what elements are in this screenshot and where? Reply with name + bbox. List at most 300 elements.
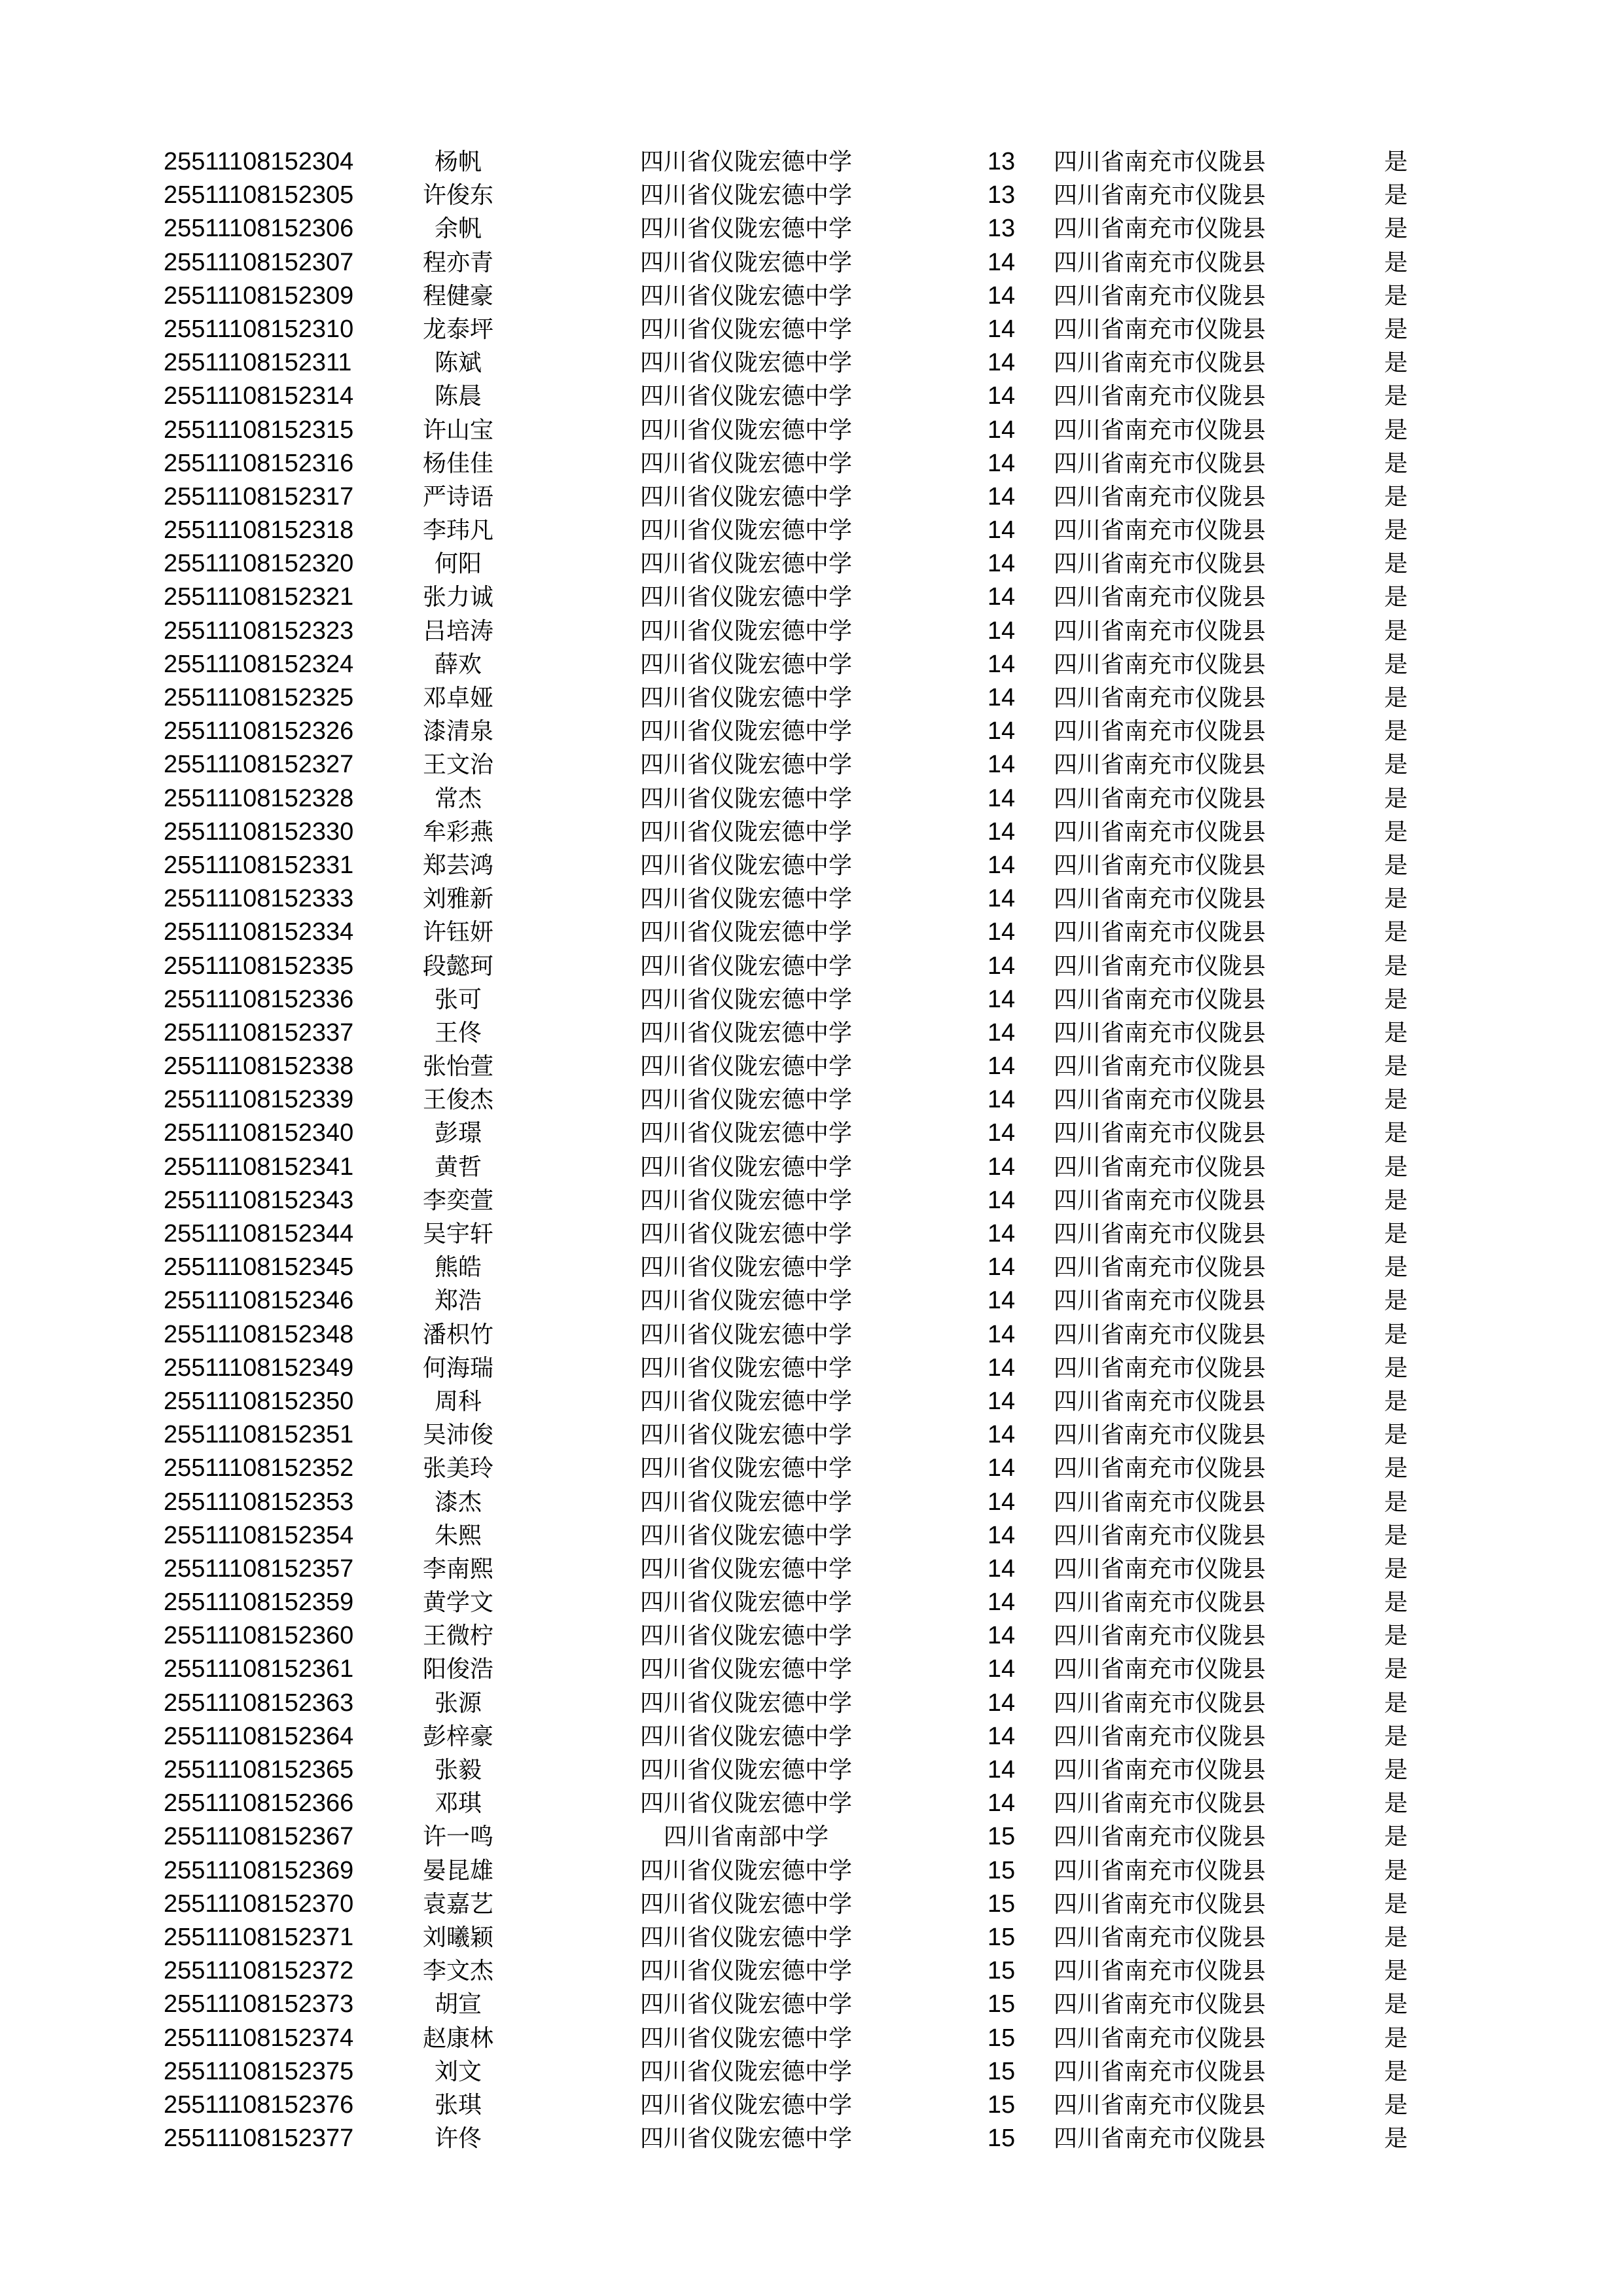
table-row	[0, 1050, 1623, 1083]
region-name: 四川省南充市仪陇县	[1054, 1723, 1266, 1750]
status-flag: 是	[1384, 1589, 1408, 1617]
age-value: 14	[987, 482, 1016, 511]
table-row	[0, 212, 1623, 245]
table-row	[0, 1586, 1623, 1619]
age-value: 14	[987, 1086, 1016, 1114]
student-id: 25511108152316	[164, 449, 354, 477]
age-value: 14	[987, 1018, 1016, 1047]
table-row	[0, 2055, 1623, 2089]
student-name: 彭璟	[434, 1120, 482, 1147]
region-name: 四川省南充市仪陇县	[1054, 149, 1266, 175]
age-value: 14	[987, 1622, 1016, 1650]
age-value: 14	[987, 382, 1016, 410]
student-id: 25511108152353	[164, 1488, 354, 1516]
school-name: 四川省仪陇宏德中学	[639, 1488, 852, 1516]
student-id: 25511108152307	[164, 248, 354, 276]
status-flag: 是	[1384, 1354, 1408, 1382]
table-row	[0, 1352, 1623, 1385]
table-row	[0, 2089, 1623, 2122]
student-id: 25511108152363	[164, 1689, 354, 1717]
student-id: 25511108152346	[164, 1287, 354, 1315]
table-row	[0, 1888, 1623, 1921]
region-name: 四川省南充市仪陇县	[1054, 1958, 1266, 1985]
status-flag: 是	[1384, 1857, 1408, 1884]
student-id: 25511108152365	[164, 1756, 354, 1784]
age-value: 14	[987, 583, 1016, 611]
student-id: 25511108152367	[164, 1823, 354, 1851]
region-name: 四川省南充市仪陇县	[1054, 215, 1266, 243]
school-name: 四川省仪陇宏德中学	[639, 2091, 852, 2119]
student-name: 王微柠	[422, 1623, 493, 1650]
student-id: 25511108152315	[164, 416, 354, 444]
school-name: 四川省仪陇宏德中学	[639, 383, 852, 410]
age-value: 14	[987, 717, 1016, 745]
student-name: 邓琪	[434, 1790, 482, 1818]
student-name: 吴沛俊	[422, 1422, 493, 1449]
student-name: 郑浩	[434, 1287, 482, 1315]
student-name: 张可	[434, 986, 482, 1013]
age-value: 14	[987, 315, 1016, 343]
table-row	[0, 279, 1623, 313]
student-id: 25511108152331	[164, 851, 354, 879]
school-name: 四川省仪陇宏德中学	[639, 315, 852, 343]
student-id: 25511108152369	[164, 1856, 354, 1884]
status-flag: 是	[1384, 1388, 1408, 1415]
student-table	[0, 145, 1623, 2155]
region-name: 四川省南充市仪陇县	[1054, 550, 1266, 578]
student-name: 朱熙	[434, 1522, 482, 1549]
student-name: 程亦青	[422, 249, 493, 276]
student-id: 25511108152336	[164, 985, 354, 1013]
region-name: 四川省南充市仪陇县	[1054, 249, 1266, 276]
region-name: 四川省南充市仪陇县	[1054, 517, 1266, 545]
region-name: 四川省南充市仪陇县	[1054, 852, 1266, 879]
student-name: 许山宝	[422, 416, 493, 444]
table-row	[0, 916, 1623, 949]
student-id: 25511108152349	[164, 1354, 354, 1382]
school-name: 四川省仪陇宏德中学	[639, 986, 852, 1013]
region-name: 四川省南充市仪陇县	[1054, 1656, 1266, 1683]
status-flag: 是	[1384, 1924, 1408, 1951]
school-name: 四川省仪陇宏德中学	[639, 416, 852, 444]
school-name: 四川省仪陇宏德中学	[639, 718, 852, 745]
region-name: 四川省南充市仪陇县	[1054, 919, 1266, 946]
school-name: 四川省仪陇宏德中学	[639, 1555, 852, 1583]
status-flag: 是	[1384, 785, 1408, 812]
region-name: 四川省南充市仪陇县	[1054, 751, 1266, 779]
region-name: 四川省南充市仪陇县	[1054, 2024, 1266, 2052]
status-flag: 是	[1384, 685, 1408, 711]
student-id: 25511108152357	[164, 1554, 354, 1583]
table-row	[0, 681, 1623, 715]
table-row	[0, 179, 1623, 212]
school-name: 四川省仪陇宏德中学	[639, 249, 852, 276]
status-flag: 是	[1384, 1555, 1408, 1583]
school-name: 四川省仪陇宏德中学	[639, 1120, 852, 1147]
table-row	[0, 1452, 1623, 1485]
school-name: 四川省仪陇宏德中学	[639, 818, 852, 846]
status-flag: 是	[1384, 1823, 1408, 1851]
age-value: 14	[987, 1153, 1016, 1181]
status-flag: 是	[1384, 1890, 1408, 1918]
student-id: 25511108152310	[164, 315, 354, 343]
status-flag: 是	[1384, 450, 1408, 477]
status-flag: 是	[1384, 149, 1408, 175]
student-name: 张毅	[434, 1757, 482, 1784]
age-value: 14	[987, 885, 1016, 913]
age-value: 14	[987, 449, 1016, 477]
student-id: 25511108152370	[164, 1890, 354, 1918]
student-id: 25511108152377	[164, 2125, 354, 2153]
region-name: 四川省南充市仪陇县	[1054, 1991, 1266, 2018]
status-flag: 是	[1384, 1623, 1408, 1650]
age-value: 14	[987, 248, 1016, 276]
school-name: 四川省仪陇宏德中学	[639, 852, 852, 879]
student-name: 张怡萱	[422, 1053, 493, 1081]
status-flag: 是	[1384, 617, 1408, 645]
student-name: 许俊东	[422, 182, 493, 209]
student-id: 25511108152326	[164, 717, 354, 745]
school-name: 四川省仪陇宏德中学	[639, 1422, 852, 1449]
school-name: 四川省仪陇宏德中学	[639, 886, 852, 913]
school-name: 四川省仪陇宏德中学	[639, 1053, 852, 1081]
school-name: 四川省仪陇宏德中学	[639, 1857, 852, 1884]
age-value: 14	[987, 650, 1016, 678]
status-flag: 是	[1384, 517, 1408, 545]
region-name: 四川省南充市仪陇县	[1054, 1455, 1266, 1482]
region-name: 四川省南充市仪陇县	[1054, 1221, 1266, 1247]
age-value: 14	[987, 1354, 1016, 1382]
student-id: 25511108152314	[164, 382, 354, 410]
school-name: 四川省仪陇宏德中学	[639, 1623, 852, 1650]
region-name: 四川省南充市仪陇县	[1054, 1790, 1266, 1818]
table-row	[0, 1318, 1623, 1352]
status-flag: 是	[1384, 2091, 1408, 2119]
student-name: 李文杰	[422, 1958, 493, 1985]
age-value: 14	[987, 1722, 1016, 1750]
school-name: 四川省仪陇宏德中学	[639, 1221, 852, 1247]
region-name: 四川省南充市仪陇县	[1054, 2125, 1266, 2153]
region-name: 四川省南充市仪陇县	[1054, 1488, 1266, 1516]
age-value: 14	[987, 1287, 1016, 1315]
student-name: 张力诚	[422, 584, 493, 611]
table-row	[0, 1854, 1623, 1888]
age-value: 14	[987, 516, 1016, 545]
student-id: 25511108152360	[164, 1622, 354, 1650]
table-row	[0, 1552, 1623, 1586]
age-value: 15	[987, 2090, 1016, 2119]
age-value: 15	[987, 2057, 1016, 2085]
status-flag: 是	[1384, 818, 1408, 846]
school-name: 四川省仪陇宏德中学	[639, 1790, 852, 1818]
status-flag: 是	[1384, 751, 1408, 779]
student-name: 王佟	[434, 1019, 482, 1047]
age-value: 14	[987, 784, 1016, 812]
region-name: 四川省南充市仪陇县	[1054, 1019, 1266, 1047]
school-name: 四川省仪陇宏德中学	[639, 149, 852, 175]
student-id: 25511108152333	[164, 885, 354, 913]
age-value: 14	[987, 817, 1016, 846]
student-id: 25511108152323	[164, 617, 354, 645]
student-name: 熊皓	[434, 1254, 482, 1282]
table-row	[0, 748, 1623, 781]
status-flag: 是	[1384, 1422, 1408, 1449]
status-flag: 是	[1384, 1488, 1408, 1516]
student-name: 晏昆雄	[422, 1857, 493, 1884]
region-name: 四川省南充市仪陇县	[1054, 1153, 1266, 1181]
student-name: 胡宣	[434, 1991, 482, 2018]
region-name: 四川省南充市仪陇县	[1054, 383, 1266, 410]
age-value: 14	[987, 281, 1016, 310]
region-name: 四川省南充市仪陇县	[1054, 1422, 1266, 1449]
table-row	[0, 380, 1623, 413]
table-row	[0, 1117, 1623, 1150]
status-flag: 是	[1384, 1120, 1408, 1147]
table-row	[0, 447, 1623, 480]
table-row	[0, 2022, 1623, 2055]
status-flag: 是	[1384, 550, 1408, 578]
student-name: 吕培涛	[422, 617, 493, 645]
student-name: 段懿珂	[422, 952, 493, 980]
student-id: 25511108152334	[164, 918, 354, 946]
status-flag: 是	[1384, 986, 1408, 1013]
status-flag: 是	[1384, 1086, 1408, 1114]
status-flag: 是	[1384, 1321, 1408, 1348]
student-id: 25511108152330	[164, 817, 354, 846]
student-name: 赵康林	[422, 2024, 493, 2052]
table-row	[0, 950, 1623, 983]
status-flag: 是	[1384, 1287, 1408, 1315]
age-value: 14	[987, 1689, 1016, 1717]
school-name: 四川省仪陇宏德中学	[639, 617, 852, 645]
age-value: 15	[987, 2125, 1016, 2153]
status-flag: 是	[1384, 1522, 1408, 1549]
school-name: 四川省仪陇宏德中学	[639, 1354, 852, 1382]
student-name: 张美玲	[422, 1455, 493, 1482]
region-name: 四川省南充市仪陇县	[1054, 1757, 1266, 1784]
school-name: 四川省仪陇宏德中学	[639, 685, 852, 711]
student-id: 25511108152327	[164, 751, 354, 779]
student-name: 何海瑞	[422, 1354, 493, 1382]
status-flag: 是	[1384, 1153, 1408, 1181]
student-name: 郑芸鸿	[422, 852, 493, 879]
status-flag: 是	[1384, 651, 1408, 678]
status-flag: 是	[1384, 1656, 1408, 1683]
school-name: 四川省仪陇宏德中学	[639, 1890, 852, 1918]
student-name: 杨帆	[434, 149, 482, 175]
age-value: 15	[987, 1823, 1016, 1851]
student-id: 25511108152340	[164, 1119, 354, 1147]
student-id: 25511108152372	[164, 1957, 354, 1985]
school-name: 四川省仪陇宏德中学	[639, 1019, 852, 1047]
school-name: 四川省仪陇宏德中学	[639, 1086, 852, 1114]
student-id: 25511108152341	[164, 1153, 354, 1181]
school-name: 四川省仪陇宏德中学	[639, 1656, 852, 1683]
student-name: 刘文	[434, 2058, 482, 2085]
age-value: 14	[987, 1186, 1016, 1214]
status-flag: 是	[1384, 249, 1408, 276]
school-name: 四川省仪陇宏德中学	[639, 1153, 852, 1181]
table-row	[0, 782, 1623, 816]
student-id: 25511108152335	[164, 952, 354, 980]
age-value: 14	[987, 1588, 1016, 1617]
region-name: 四川省南充市仪陇县	[1054, 416, 1266, 444]
school-name: 四川省仪陇宏德中学	[639, 651, 852, 678]
age-value: 14	[987, 1454, 1016, 1482]
age-value: 14	[987, 1320, 1016, 1348]
table-row	[0, 983, 1623, 1016]
student-id: 25511108152306	[164, 215, 354, 243]
student-id: 25511108152350	[164, 1387, 354, 1415]
student-name: 潘枳竹	[422, 1321, 493, 1348]
student-name: 陈晨	[434, 383, 482, 410]
student-name: 许钰妍	[422, 919, 493, 946]
age-value: 15	[987, 1990, 1016, 2018]
region-name: 四川省南充市仪陇县	[1054, 2058, 1266, 2085]
school-name: 四川省仪陇宏德中学	[639, 483, 852, 511]
age-value: 14	[987, 1756, 1016, 1784]
student-id: 25511108152364	[164, 1722, 354, 1750]
student-name: 漆清泉	[422, 718, 493, 745]
status-flag: 是	[1384, 2125, 1408, 2153]
student-id: 25511108152343	[164, 1186, 354, 1214]
status-flag: 是	[1384, 282, 1408, 310]
status-flag: 是	[1384, 350, 1408, 377]
age-value: 14	[987, 349, 1016, 377]
status-flag: 是	[1384, 215, 1408, 243]
region-name: 四川省南充市仪陇县	[1054, 450, 1266, 477]
school-name: 四川省仪陇宏德中学	[639, 550, 852, 578]
student-name: 何阳	[434, 550, 482, 578]
student-name: 黄学文	[422, 1589, 493, 1617]
school-name: 四川省仪陇宏德中学	[639, 1689, 852, 1717]
school-name: 四川省仪陇宏德中学	[639, 2125, 852, 2153]
student-name: 周科	[434, 1388, 482, 1415]
student-name: 李南熙	[422, 1555, 493, 1583]
student-name: 杨佳佳	[422, 450, 493, 477]
status-flag: 是	[1384, 1221, 1408, 1247]
region-name: 四川省南充市仪陇县	[1054, 651, 1266, 678]
region-name: 四川省南充市仪陇县	[1054, 818, 1266, 846]
age-value: 14	[987, 1488, 1016, 1516]
region-name: 四川省南充市仪陇县	[1054, 718, 1266, 745]
region-name: 四川省南充市仪陇县	[1054, 1388, 1266, 1415]
table-row	[0, 1251, 1623, 1284]
region-name: 四川省南充市仪陇县	[1054, 1924, 1266, 1951]
age-value: 14	[987, 684, 1016, 711]
region-name: 四川省南充市仪陇县	[1054, 1857, 1266, 1884]
age-value: 15	[987, 1856, 1016, 1884]
status-flag: 是	[1384, 1790, 1408, 1818]
region-name: 四川省南充市仪陇县	[1054, 886, 1266, 913]
region-name: 四川省南充市仪陇县	[1054, 483, 1266, 511]
region-name: 四川省南充市仪陇县	[1054, 584, 1266, 611]
student-id: 25511108152352	[164, 1454, 354, 1482]
table-row	[0, 1921, 1623, 1954]
student-name: 吴宇轩	[422, 1221, 493, 1247]
table-row	[0, 648, 1623, 681]
student-name: 袁嘉艺	[422, 1890, 493, 1918]
student-name: 邓卓娅	[422, 685, 493, 711]
student-id: 25511108152328	[164, 784, 354, 812]
school-name: 四川省仪陇宏德中学	[639, 1924, 852, 1951]
status-flag: 是	[1384, 1019, 1408, 1047]
status-flag: 是	[1384, 182, 1408, 209]
age-value: 14	[987, 1220, 1016, 1247]
region-name: 四川省南充市仪陇县	[1054, 1354, 1266, 1382]
student-id: 25511108152344	[164, 1220, 354, 1247]
student-id: 25511108152339	[164, 1086, 354, 1114]
table-row	[0, 849, 1623, 882]
age-value: 15	[987, 1890, 1016, 1918]
region-name: 四川省南充市仪陇县	[1054, 282, 1266, 310]
student-name: 张源	[434, 1689, 482, 1717]
school-name: 四川省仪陇宏德中学	[639, 952, 852, 980]
school-name: 四川省仪陇宏德中学	[639, 350, 852, 377]
region-name: 四川省南充市仪陇县	[1054, 2091, 1266, 2119]
table-row	[0, 1418, 1623, 1452]
school-name: 四川省仪陇宏德中学	[639, 1991, 852, 2018]
status-flag: 是	[1384, 1455, 1408, 1482]
status-flag: 是	[1384, 1958, 1408, 1985]
table-row	[0, 246, 1623, 279]
school-name: 四川省仪陇宏德中学	[639, 517, 852, 545]
student-id: 25511108152375	[164, 2057, 354, 2085]
student-name: 李奕萱	[422, 1187, 493, 1214]
region-name: 四川省南充市仪陇县	[1054, 315, 1266, 343]
status-flag: 是	[1384, 483, 1408, 511]
student-id: 25511108152320	[164, 550, 354, 578]
region-name: 四川省南充市仪陇县	[1054, 986, 1266, 1013]
age-value: 14	[987, 617, 1016, 645]
student-id: 25511108152317	[164, 482, 354, 511]
school-name: 四川省仪陇宏德中学	[639, 919, 852, 946]
student-id: 25511108152354	[164, 1521, 354, 1549]
table-row	[0, 2122, 1623, 2155]
student-id: 25511108152309	[164, 281, 354, 310]
student-name: 李玮凡	[422, 517, 493, 545]
age-value: 13	[987, 181, 1016, 209]
student-id: 25511108152305	[164, 181, 354, 209]
student-id: 25511108152337	[164, 1018, 354, 1047]
school-name: 四川省仪陇宏德中学	[639, 1589, 852, 1617]
student-name: 刘雅新	[422, 886, 493, 913]
status-flag: 是	[1384, 1053, 1408, 1081]
student-id: 25511108152345	[164, 1253, 354, 1282]
table-row	[0, 1083, 1623, 1117]
region-name: 四川省南充市仪陇县	[1054, 1555, 1266, 1583]
region-name: 四川省南充市仪陇县	[1054, 1086, 1266, 1114]
age-value: 15	[987, 2024, 1016, 2052]
student-id: 25511108152373	[164, 1990, 354, 2018]
table-row	[0, 1519, 1623, 1552]
age-value: 14	[987, 918, 1016, 946]
status-flag: 是	[1384, 315, 1408, 343]
student-name: 张琪	[434, 2091, 482, 2119]
region-name: 四川省南充市仪陇县	[1054, 350, 1266, 377]
school-name: 四川省仪陇宏德中学	[639, 215, 852, 243]
student-name: 陈斌	[434, 350, 482, 377]
school-name: 四川省仪陇宏德中学	[639, 751, 852, 779]
age-value: 14	[987, 1521, 1016, 1549]
region-name: 四川省南充市仪陇县	[1054, 1823, 1266, 1851]
student-id: 25511108152325	[164, 684, 354, 711]
table-row	[0, 1787, 1623, 1820]
school-name: 四川省仪陇宏德中学	[639, 1958, 852, 1985]
student-name: 刘曦颖	[422, 1924, 493, 1951]
student-id: 25511108152371	[164, 1923, 354, 1951]
student-name: 程健豪	[422, 282, 493, 310]
